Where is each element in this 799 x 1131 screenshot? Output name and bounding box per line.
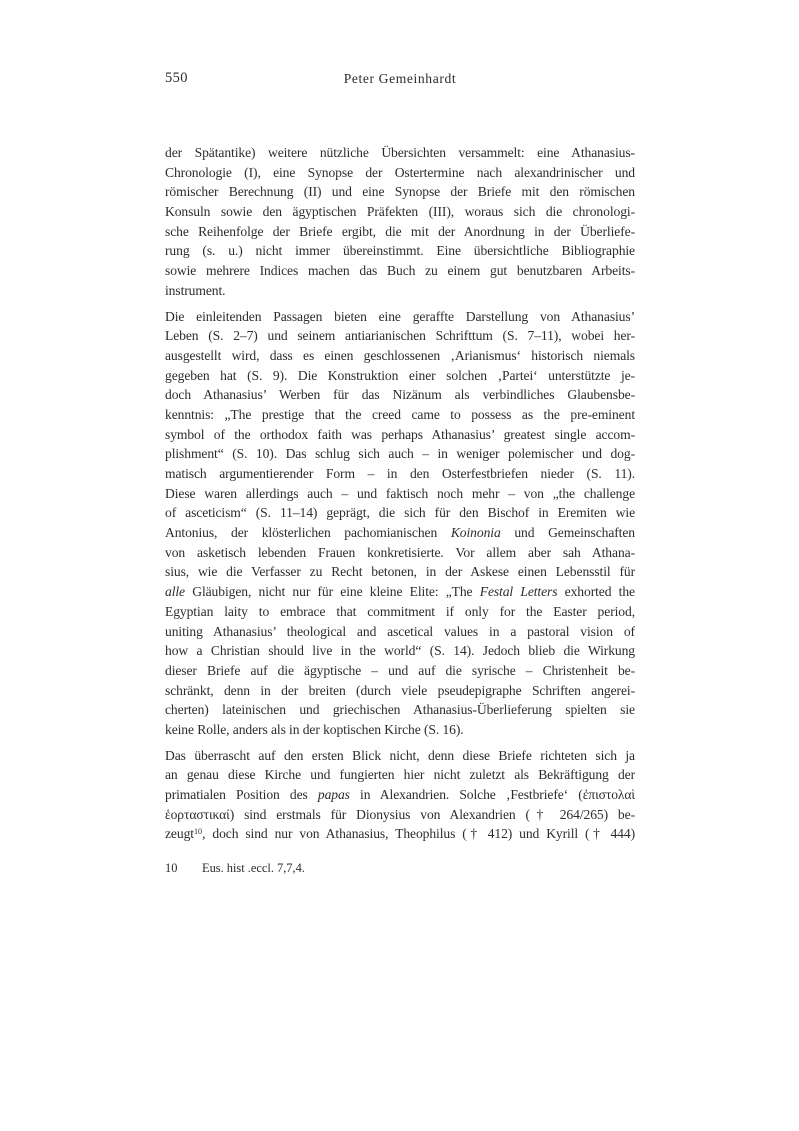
footnote-marker: 10 xyxy=(193,827,203,837)
text-line xyxy=(165,182,635,202)
text-segment: of asceticism“ (S. 11–14) geprägt, die sich für den Bischof in Eremiten wie xyxy=(165,505,635,521)
text-segment: , doch sind nur von Athanasius, Theophilus († 412) und Kyrill († 444) xyxy=(202,826,635,842)
text-line xyxy=(165,346,635,366)
text-line xyxy=(165,405,635,425)
text-line xyxy=(165,385,635,405)
text-segment: Das überrascht auf den ersten Blick nicht, denn diese Briefe richteten sich ja xyxy=(165,747,635,763)
text-line xyxy=(165,222,635,242)
text-segment: rung (s. u.) nicht immer übereinstimmt. Eine übersichtliche Bibliographie xyxy=(165,243,635,259)
text-line xyxy=(165,366,635,386)
text-line xyxy=(165,307,635,327)
text-segment: doch Athanasius’ Werben für das Nizänum als verbindliches Glaubensbe- xyxy=(165,387,635,403)
paragraph xyxy=(165,307,635,740)
text-segment: Leben (S. 2–7) und seinem antiarianischen Schrifttum (S. 7–11), wobei her- xyxy=(165,328,635,344)
text-line xyxy=(165,523,635,543)
text-segment: keine Rolle, anders als in der koptischen Kirche (S. 16). xyxy=(165,721,464,737)
text-segment: matisch argumentierender Form – in den Osterfestbriefen nieder (S. 11). xyxy=(165,466,635,481)
text-line xyxy=(165,824,635,844)
text-line xyxy=(165,661,635,681)
text-line xyxy=(165,785,635,805)
text-line xyxy=(165,681,635,701)
text-segment: dieser Briefe auf die ägyptische – und auf die syrische – Christenheit be- xyxy=(165,662,635,678)
italic-text: Koinonia xyxy=(450,525,501,541)
text-segment: von asketisch lebenden Frauen konkretisierte. Vor allem aber sah Athana- xyxy=(165,544,635,560)
text-line xyxy=(165,444,635,464)
text-line xyxy=(165,464,635,484)
text-segment: kenntnis: „The prestige that the creed came to possess as the pre-eminent xyxy=(165,406,635,422)
text-line xyxy=(165,765,635,785)
italic-text: papas xyxy=(317,787,350,802)
text-line xyxy=(165,582,635,602)
text-segment: in Alexandrien. Solche ‚Festbriefe‘ (ἐπιστολαὶ xyxy=(349,787,635,802)
text-segment: how a Christian should live in the world“ (S. 14). Jedoch blieb die Wirkung xyxy=(165,643,635,659)
text-line xyxy=(165,143,635,163)
text-line xyxy=(165,602,635,622)
text-segment: gegeben hat (S. 9). Die Konstruktion einer solchen ‚Partei‘ unterstützte je- xyxy=(165,367,635,383)
text-segment: an genau diese Kirche und fungierten hier nicht zuletzt als Bekräftigung der xyxy=(165,767,635,783)
text-segment: uniting Athanasius’ theological and ascetical values in a pastoral vision of xyxy=(165,623,635,639)
footnote xyxy=(165,860,635,877)
text-segment: symbol of the orthodox faith was perhaps Athanasius’ greatest single accom- xyxy=(165,426,635,442)
running-header xyxy=(165,70,635,88)
text-segment: sowie mehrere Indices machen das Buch zu einem gut benutzbaren Arbeits- xyxy=(165,263,635,279)
paragraph xyxy=(165,746,635,844)
text-segment: schränkt, denn in der breiten (durch viele pseudepigraphe Schriften angerei- xyxy=(165,682,635,698)
text-line xyxy=(165,484,635,504)
text-line xyxy=(165,241,635,261)
text-line xyxy=(165,326,635,346)
text-line xyxy=(165,720,635,740)
text-line xyxy=(165,562,635,582)
text-segment: Die einleitenden Passagen bieten eine geraffte Darstellung von Athanasius’ xyxy=(165,308,635,324)
body-text xyxy=(165,143,635,850)
text-segment: sius, wie die Verfasser zu Recht betonen, in der Askese einen Lebensstil für xyxy=(165,564,635,580)
text-line xyxy=(165,700,635,720)
text-segment: Gläubigen, nicht nur für eine kleine Elite: „The xyxy=(184,584,480,600)
text-segment: primatialen Position des xyxy=(165,787,318,802)
text-segment: Diese waren allerdings auch – und faktisch noch mehr – von „the challenge xyxy=(165,485,635,501)
text-line xyxy=(165,543,635,563)
text-line xyxy=(165,261,635,281)
text-line xyxy=(165,281,635,301)
text-segment: exhorted the xyxy=(557,584,635,600)
text-segment: instrument. xyxy=(165,282,226,298)
page-number: 550 xyxy=(165,70,188,86)
text-line xyxy=(165,805,635,825)
italic-text: alle xyxy=(165,584,185,600)
text-line xyxy=(165,746,635,766)
text-segment: Konsuln sowie den ägyptischen Präfekten (III), woraus sich die chronologi- xyxy=(165,204,635,220)
text-segment: der Spätantike) weitere nützliche Übersichten versammelt: eine Athanasius- xyxy=(165,145,635,160)
running-head-author: Peter Gemeinhardt xyxy=(343,71,457,86)
text-segment: ausgestellt wird, dass es einen geschlossenen ‚Arianismus‘ historisch niemals xyxy=(165,347,635,363)
italic-text: Festal Letters xyxy=(479,584,558,600)
text-segment: ἑορταστικαί) sind erstmals für Dionysius von Alexandrien († 264/265) be- xyxy=(165,806,635,822)
text-line xyxy=(165,425,635,445)
paragraph xyxy=(165,143,635,301)
text-segment: römischer Berechnung (II) und eine Synopse der Briefe mit den römischen xyxy=(165,184,635,200)
text-line xyxy=(165,622,635,642)
text-segment: und Gemeinschaften xyxy=(500,525,635,541)
text-segment: Antonius, der klösterlichen pachomianischen xyxy=(165,525,451,541)
text-segment: Egyptian laity to embrace that commitment if only for the Easter period, xyxy=(165,603,635,619)
text-line xyxy=(165,641,635,661)
text-segment: zeugt xyxy=(165,826,194,842)
text-segment: Chronologie (I), eine Synopse der Ostertermine nach alexandrinischer und xyxy=(165,164,635,180)
text-line xyxy=(165,202,635,222)
text-line xyxy=(165,503,635,523)
text-segment: sche Reihenfolge der Briefe ergibt, die mit der Anordnung in der Überliefe- xyxy=(165,223,635,239)
text-segment: plishment“ (S. 10). Das schlug sich auch – in weniger polemischer und dog- xyxy=(165,446,635,462)
text-segment: cherten) lateinischen und griechischen Athanasius-Überlieferung spielten sie xyxy=(165,702,635,718)
footnote-text: Eus. hist .eccl. 7,7,4. xyxy=(202,861,305,875)
footnote-number: 10 xyxy=(165,861,178,875)
text-line xyxy=(165,163,635,183)
